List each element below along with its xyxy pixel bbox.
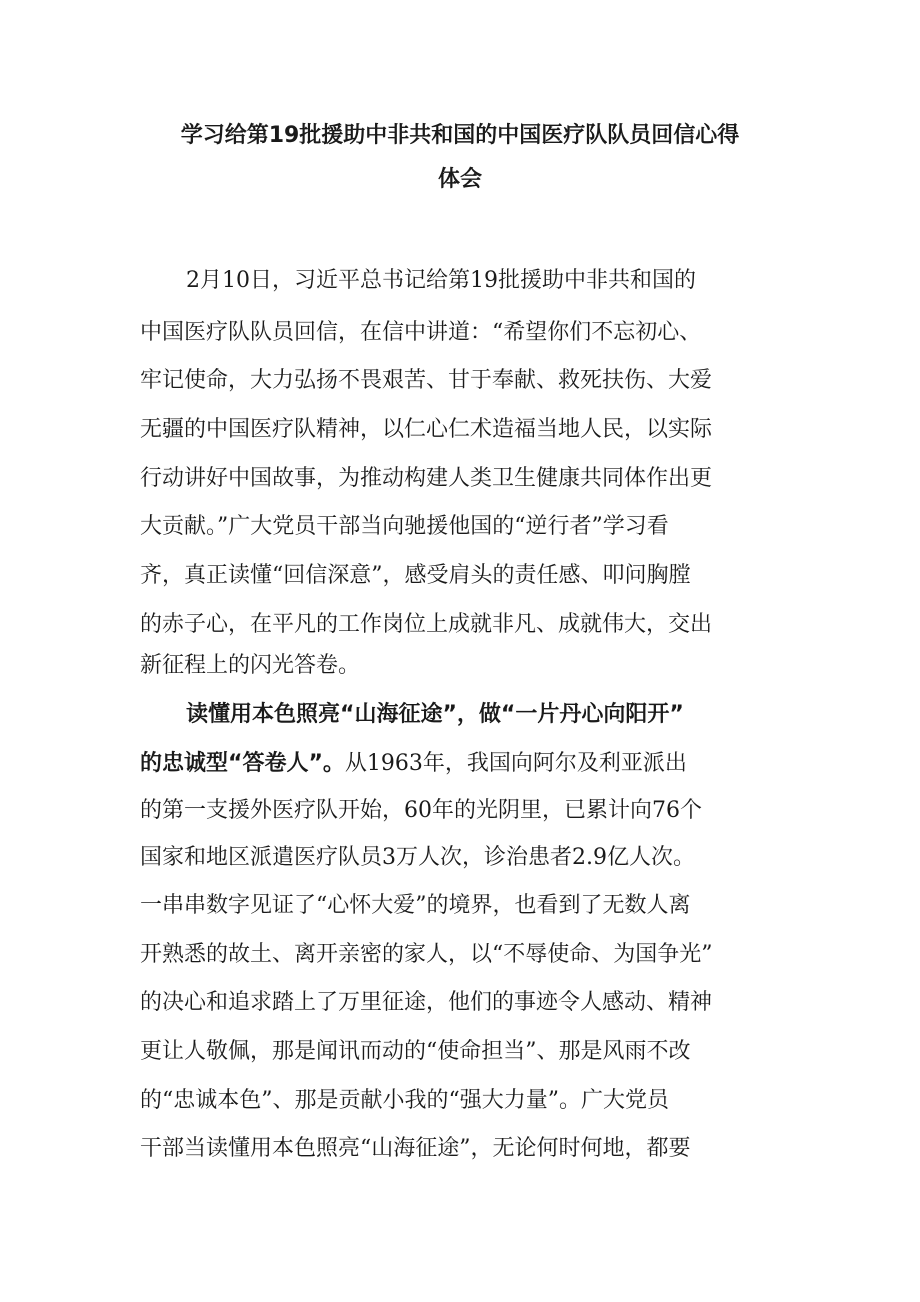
paragraph-line: 中国医疗队队员回信，在信中讲道：“希望你们不忘初心、 [140, 320, 702, 345]
paragraph-line: 大贡献。”广大党员干部当向驰援他国的“逆行者”学习看 [140, 514, 669, 539]
document-title [138, 114, 782, 202]
paragraph-line: 的赤子心，在平凡的工作岗位上成就非凡、成就伟大，交出 [140, 612, 713, 637]
paragraph-line: 的“忠诚本色”、那是贡献小我的“强大力量”。广大党员 [140, 1088, 669, 1113]
paragraph-line: 新征程上的闪光答卷。 [140, 653, 361, 678]
title-line-1: 学习给第19批援助中非共和国的中国医疗队队员回信心得 [180, 123, 740, 148]
paragraph-line: 国家和地区派遣医疗队员3万人次，诊治患者2.9亿人次。 [140, 845, 695, 870]
paragraph-line: 无疆的中国医疗队精神，以仁心仁术造福当地人民，以实际 [140, 417, 713, 442]
paragraph-line: 一串串数字见证了“心怀大爱”的境界，也看到了无数人离 [140, 893, 691, 918]
title-line-2: 体会 [437, 167, 482, 192]
section-heading-tail: 的忠诚型“答卷人”。 [140, 751, 345, 776]
paragraph-line: 牢记使命，大力弘扬不畏艰苦、甘于奉献、救死扶伤、大爱 [140, 368, 713, 393]
paragraph-line: 行动讲好中国故事，为推动构建人类卫生健康共同体作出更 [140, 466, 713, 491]
paragraph-line: 的第一支援外医疗队开始，60年的光阴里，已累计向76个 [140, 798, 702, 823]
paragraph-line: 2月10日，习近平总书记给第19批援助中非共和国的 [186, 268, 696, 293]
section-body-start: 从1963年，我国向阿尔及利亚派出 [344, 751, 687, 776]
section-heading-line: 读懂用本色照亮“山海征途”，做“一片丹心向阳开” [186, 702, 684, 727]
paragraph-line: 开熟悉的故土、离开亲密的家人，以“不辱使命、为国争光” [140, 942, 713, 967]
paragraph-line: 更让人敬佩，那是闻讯而动的“使命担当”、那是风雨不改 [140, 1039, 691, 1064]
paragraph-line: 的决心和追求踏上了万里征途，他们的事迹令人感动、精神 [140, 990, 713, 1015]
paragraph-line: 干部当读懂用本色照亮“山海征途”，无论何时何地，都要 [140, 1136, 691, 1161]
section-heading-mixed-line [140, 749, 687, 779]
paragraph-line: 齐，真正读懂“回信深意”，感受肩头的责任感、叩问胸膛 [140, 563, 691, 588]
